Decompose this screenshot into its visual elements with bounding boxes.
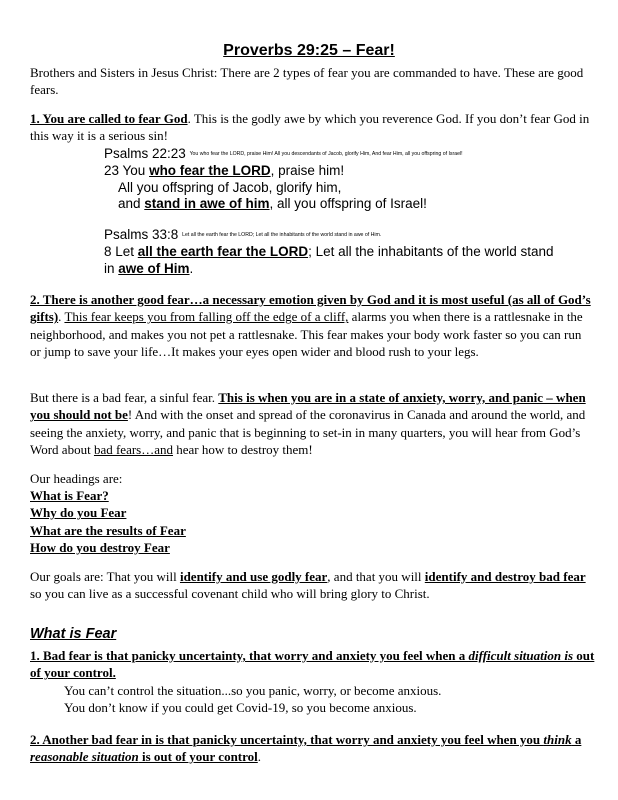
psalm-22-reference	[104, 145, 463, 163]
psalm-33-ref-label: Psalms 33:8	[104, 227, 179, 242]
section-indent-2: You don’t know if you could get Covid-19, so you become anxious.	[64, 700, 417, 715]
psalm-22-emphasis-2: stand in awe of him	[144, 196, 270, 211]
psalm-33-verse-number: 8 Let	[104, 244, 138, 259]
section-point-1-italic: difficult situation is	[468, 648, 574, 663]
goals-end: so you can live as a successful covenant child who will bring glory to Christ.	[30, 586, 430, 602]
section-point-1-start: 1. Bad fear is that panicky uncertainty, that worry and anxiety you feel when a	[30, 648, 469, 663]
psalm-33-line-2-end: .	[189, 261, 194, 276]
psalm-22-verse-number: 23 You	[104, 163, 150, 178]
bad-fear-intro: But there is a bad fear, a sinful fear.	[30, 390, 219, 405]
psalm-33-line-2-start: in	[104, 261, 119, 276]
heading-item: What are the results of Fear	[30, 522, 186, 538]
psalm-22-line-3-start: and	[118, 196, 145, 211]
point-2-text: alarms you when there is a rattlesnake in the neighborhood, and makes you not pet a rattlesnake. This fear makes your body work faster so you can run or jump to save your life…It makes your eyes open wider and blood rush to your legs.	[30, 309, 583, 360]
bad-fear-end: hear how to destroy them!	[173, 442, 313, 458]
section-point-2-italic-1: think	[543, 732, 572, 747]
point-1-paragraph	[30, 110, 595, 145]
goals-paragraph	[30, 568, 595, 603]
psalm-33-emphasis-2: awe of Him	[118, 261, 190, 276]
psalm-22-line-3	[118, 195, 427, 212]
bad-fear-context: ! And with the onset and spread of the coronavirus in Canada and around the world, and seeing the anxiety, worry, and panic that is beginning to set-in in many quarters, you will hear from God’s Word about	[30, 407, 586, 458]
section-point-2-period: .	[257, 749, 262, 765]
psalm-22-line-2: All you offspring of Jacob, glorify him,	[118, 180, 342, 195]
heading-item: What is Fear?	[30, 488, 109, 503]
psalm-22-line-1-rest: , praise him!	[270, 163, 345, 178]
psalm-22-small-text: You who fear the LORD, praise Him! All you descendants of Jacob, glorify Him, And fear Him, all you offspring of Israel!	[189, 150, 463, 157]
bad-fears-underlined: bad fears…and	[93, 442, 174, 458]
section-point-1	[30, 647, 595, 682]
psalm-22-emphasis-1: who fear the LORD	[149, 163, 271, 178]
goal-2: identify and destroy bad fear	[424, 569, 586, 584]
point-2-separator: .	[58, 309, 65, 325]
bad-fear-paragraph	[30, 389, 595, 459]
intro-paragraph: Brothers and Sisters in Jesus Christ: There are 2 types of fear you are commanded to have. These are good fears.	[30, 65, 584, 98]
psalm-33-line-1	[104, 243, 553, 260]
point-1-text: . This is the godly awe by which you reverence God. If you don’t fear God in this way it is a serious sin!	[30, 111, 590, 144]
section-indent-1: You can’t control the situation...so you panic, worry, or become anxious.	[64, 683, 442, 698]
goal-1: identify and use godly fear	[179, 569, 328, 584]
section-point-2-start: 2. Another bad fear in is that panicky uncertainty, that worry and anxiety you feel when you	[30, 732, 544, 747]
psalm-33-line-1-rest: ; Let all the inhabitants of the world stand	[308, 244, 554, 259]
bad-fear-definition: This is when you are in a state of anxiety, worry, and panic – when you should not be	[30, 390, 586, 423]
section-heading: What is Fear	[30, 626, 117, 642]
heading-item: Why do you Fear	[30, 505, 127, 521]
psalm-22-line-3-rest: , all you offspring of Israel!	[269, 196, 427, 211]
section-point-1-end: out of your control.	[30, 648, 595, 681]
section-point-2-end: is out of your control	[138, 749, 258, 765]
heading-item: How do you destroy Fear	[30, 540, 170, 556]
psalm-33-line-2	[104, 260, 193, 277]
goals-connector: , and that you will	[327, 569, 425, 584]
psalm-33-small-text: Let all the earth fear the LORD; Let all the inhabitants of the world stand in awe of Him.	[182, 231, 382, 238]
point-2-heading: 2. There is another good fear…a necessary emotion given by God and it is most useful (as all of God’s gifts)	[30, 292, 591, 325]
psalm-22-ref-label: Psalms 22:23	[104, 146, 186, 161]
point-1-heading: 1. You are called to fear God	[30, 111, 188, 126]
headings-intro: Our headings are:	[30, 471, 123, 486]
goals-intro: Our goals are: That you will	[30, 569, 180, 584]
point-2-paragraph	[30, 291, 595, 361]
headings-list	[30, 487, 186, 557]
section-point-2-connector: a	[571, 732, 582, 747]
psalm-33-emphasis-1: all the earth fear the LORD	[137, 244, 309, 259]
page-title: Proverbs 29:25 – Fear!	[223, 42, 395, 59]
section-point-2-italic-2: reasonable situation	[30, 749, 139, 765]
psalm-22-line-1	[104, 162, 344, 179]
section-point-2	[30, 731, 595, 766]
point-2-underlined: This fear keeps you from falling off the edge of a cliff,	[64, 309, 349, 325]
psalm-33-reference	[104, 226, 381, 244]
